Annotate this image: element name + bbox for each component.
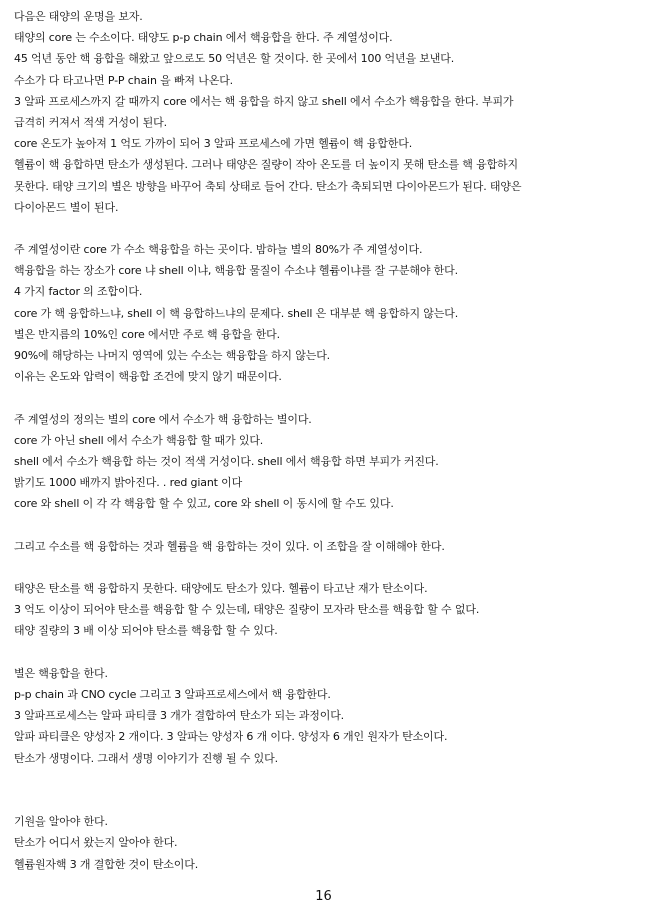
text-line: 다음은 태양의 운명을 보자. — [14, 10, 143, 23]
text-line: 이유는 온도와 압력이 핵융합 조건에 맞지 않기 때문이다. — [14, 370, 282, 384]
text-line: 못한다. 태양 크기의 별은 방향을 바꾸어 축퇴 상태로 들어 간다. 탄소가 축퇴되면 다이아몬드가 된다. 태양은 — [14, 179, 522, 193]
paragraph-gap — [14, 218, 634, 239]
page-number: 16 — [315, 889, 332, 904]
text-line: 3 알파프로세스는 알파 파티클 3 개가 결합하여 탄소가 되는 과정이다. — [14, 709, 345, 723]
text-line: 90%에 해당하는 나머지 영역에 있는 수소는 핵융합을 하지 않는다. — [14, 349, 331, 362]
paragraph — [14, 578, 634, 642]
text-line: 주 계열성의 정의는 별의 core 에서 수소가 핵 융합하는 별이다. — [14, 412, 312, 426]
text-line: 45 억년 동안 핵 융합을 해왔고 앞으로도 50 억년은 할 것이다. 한 곳에서 100 억년을 보낸다. — [14, 52, 455, 66]
text-line: 태양의 core 는 수소이다. 태양도 p-p chain 에서 핵융합을 한다. 주 계열성이다. — [14, 31, 393, 45]
text-line: 기원을 알아야 한다. — [14, 815, 108, 829]
text-line: 태양은 탄소를 핵 융합하지 못한다. 태양에도 탄소가 있다. 헬륨이 타고난 재가 탄소이다. — [14, 582, 428, 596]
paragraph — [14, 811, 634, 875]
paragraph — [14, 239, 634, 387]
text-line: 핵융합을 하는 장소가 core 냐 shell 이냐, 핵융합 물질이 수소냐 헬륨이냐를 잘 구분해야 한다. — [14, 264, 458, 278]
text-line: 별은 반지름의 10%인 core 에서만 주로 핵 융합을 한다. — [14, 327, 280, 341]
paragraph-gap — [14, 769, 634, 790]
text-line: core 가 아닌 shell 에서 수소가 핵융합 할 때가 있다. — [14, 433, 264, 447]
body-text — [14, 6, 634, 875]
text-line: p-p chain 과 CNO cycle 그리고 3 알파프로세스에서 핵 융합한다. — [14, 688, 331, 701]
text-line: 3 알파 프로세스까지 갈 때까지 core 에서는 핵 융합을 하지 않고 shell 에서 수소가 핵융합을 한다. 부피가 — [14, 94, 514, 108]
text-line: 4 가지 factor 의 조합이다. — [14, 285, 143, 299]
paragraph-gap — [14, 515, 634, 536]
paragraph-gap — [14, 557, 634, 578]
text-line: 급격히 커져서 적색 거성이 된다. — [14, 115, 167, 129]
text-line: 별은 핵융합을 한다. — [14, 666, 108, 680]
text-line: 3 억도 이상이 되어야 탄소를 핵융합 할 수 있는데, 태양은 질량이 모자라 탄소를 핵융합 할 수 없다. — [14, 603, 480, 617]
text-line: 태양 질량의 3 배 이상 되어야 탄소를 핵융합 할 수 있다. — [14, 624, 278, 638]
text-line: shell 에서 수소가 핵융합 하는 것이 적색 거성이다. shell 에서 핵융합 하면 부피가 커진다. — [14, 454, 439, 468]
text-line: 주 계열성이란 core 가 수소 핵융합을 하는 곳이다. 밤하늘 별의 80%가 주 계열성이다. — [14, 243, 423, 257]
paragraph-gap — [14, 642, 634, 663]
text-line: 알파 파티클은 양성자 2 개이다. 3 알파는 양성자 6 개 이다. 양성자 6 개인 원자가 탄소이다. — [14, 730, 448, 744]
paragraph-gap — [14, 790, 634, 811]
text-line: 탄소가 생명이다. 그래서 생명 이야기가 진행 될 수 있다. — [14, 751, 278, 765]
paragraph — [14, 6, 634, 218]
text-line: 헬륨원자핵 3 개 결합한 것이 탄소이다. — [14, 857, 199, 871]
text-line: 다이아몬드 별이 된다. — [14, 200, 119, 214]
text-line: 밝기도 1000 배까지 밝아진다. . red giant 이다 — [14, 476, 243, 490]
text-line: 헬륨이 핵 융합하면 탄소가 생성된다. 그러나 태양은 질량이 작아 온도를 더 높이지 못해 탄소를 핵 융합하지 — [14, 158, 519, 172]
text-line: core 와 shell 이 각 각 핵융합 할 수 있고, core 와 shell 이 동시에 할 수도 있다. — [14, 497, 394, 511]
text-line: core 가 핵 융합하느냐, shell 이 핵 융합하느냐의 문제다. shell 은 대부분 핵 융합하지 않는다. — [14, 306, 459, 320]
paragraph — [14, 536, 634, 557]
paragraph — [14, 663, 634, 769]
text-line: 수소가 다 타고나면 P-P chain 을 빠져 나온다. — [14, 73, 234, 87]
paragraph-gap — [14, 387, 634, 408]
paragraph — [14, 409, 634, 515]
text-line: 그리고 수소를 핵 융합하는 것과 헬륨을 핵 융합하는 것이 있다. 이 조합을 잘 이해해야 한다. — [14, 539, 445, 553]
text-line: 탄소가 어디서 왔는지 알아야 한다. — [14, 836, 178, 850]
text-line: core 온도가 높아져 1 억도 가까이 되어 3 알파 프로세스에 가면 헬륨이 핵 융합한다. — [14, 137, 413, 151]
